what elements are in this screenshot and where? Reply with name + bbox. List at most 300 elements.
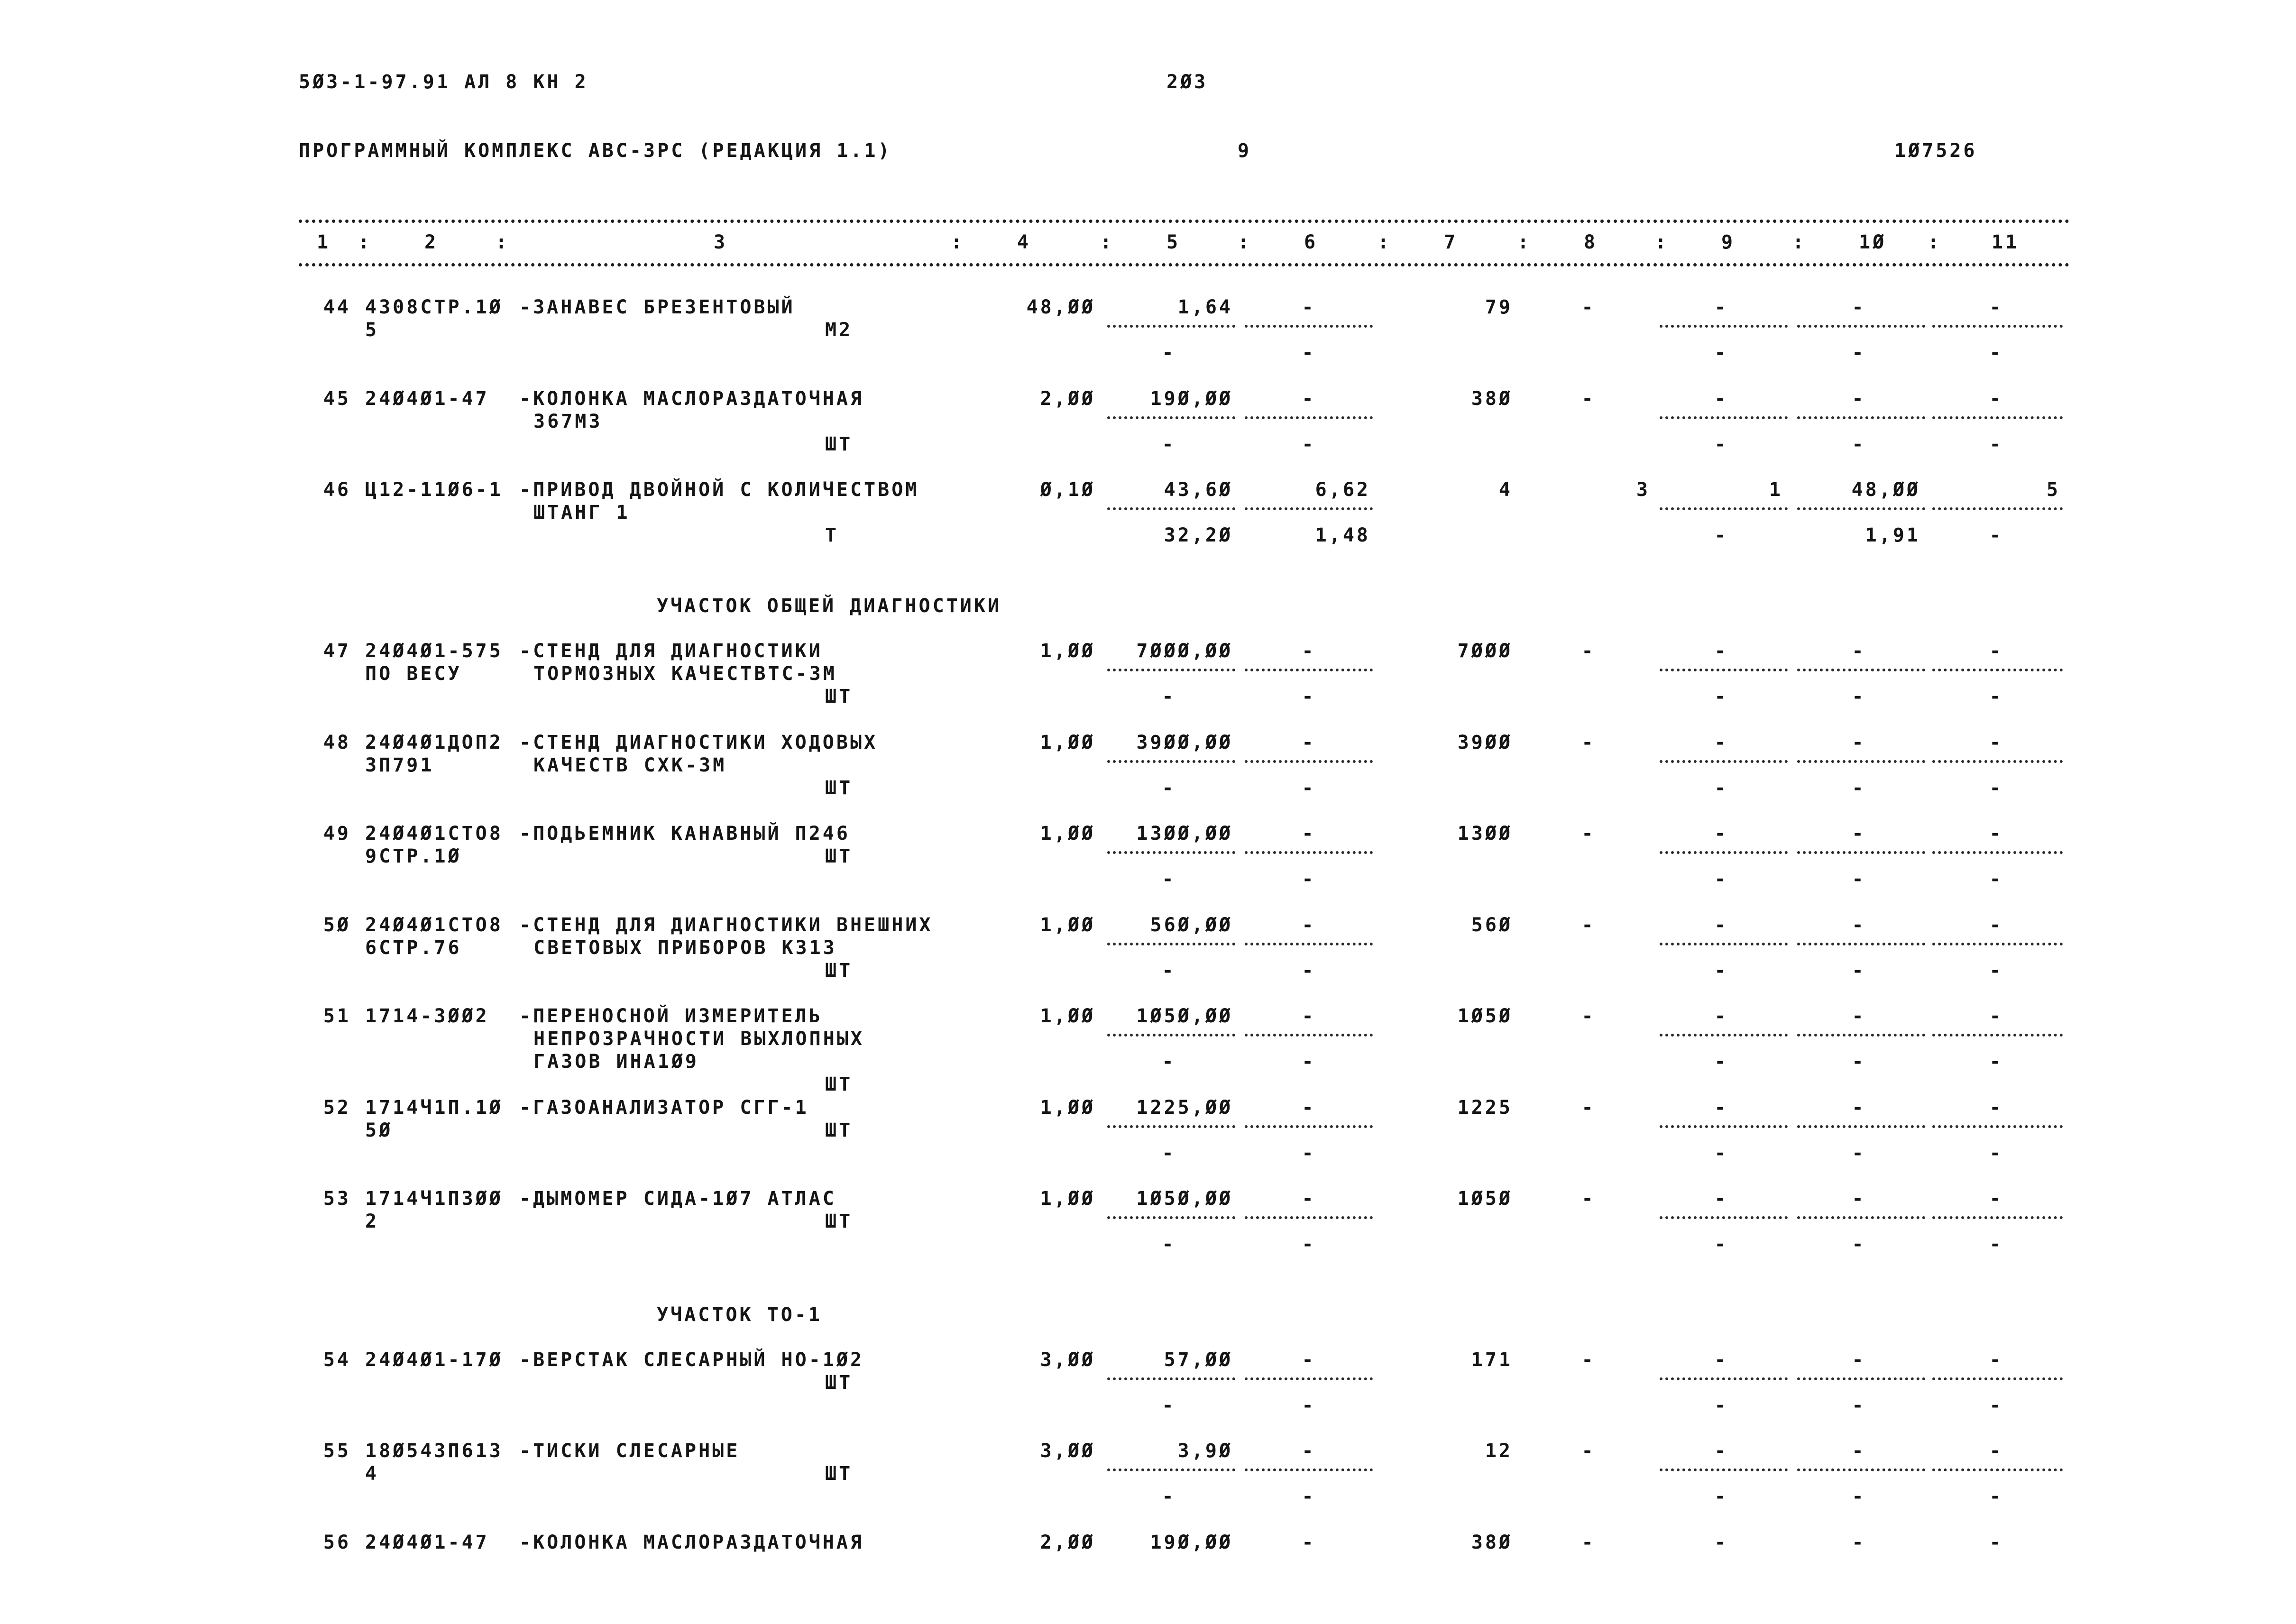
col11-value: - (1989, 1005, 2003, 1027)
col6-value: - (1302, 1440, 1316, 1462)
subtotal-rule (1245, 851, 1373, 854)
section-title-diagnostics: УЧАСТОК ОБЩЕЙ ДИАГНОСТИКИ (657, 595, 1002, 617)
subtotal-rule (1932, 1216, 2063, 1219)
col11-subvalue: - (1989, 342, 2003, 364)
col11-subvalue: - (1989, 524, 2003, 546)
col-11: 11 (1992, 231, 2020, 253)
subtotal-rule (1797, 851, 1925, 854)
subtotal-rule (1932, 760, 2063, 763)
col5-subvalue: - (1162, 433, 1176, 455)
item-code: 24Ø4Ø1-575 (365, 640, 503, 662)
col9-value: - (1714, 1188, 1728, 1210)
item-unit: Т (825, 524, 839, 546)
col-sep: : (1655, 231, 1669, 253)
col8-value: 3 (1636, 479, 1650, 501)
row-number: 56 (323, 1532, 351, 1553)
item-code-line2: 5Ø (365, 1119, 393, 1141)
col8-value: - (1581, 914, 1596, 936)
total-value: 13ØØ (1457, 823, 1513, 844)
subtotal-rule (1107, 416, 1235, 419)
col11-value: - (1989, 640, 2003, 662)
row-number: 44 (323, 296, 351, 318)
col10-subvalue: - (1852, 1051, 1866, 1073)
item-code: 24Ø4Ø1ДОП2 (365, 732, 503, 753)
col-7: 7 (1444, 231, 1458, 253)
total-value: 1Ø5Ø (1457, 1188, 1513, 1210)
subtotal-rule (1245, 507, 1373, 510)
col6-value: 6,62 (1315, 479, 1370, 501)
quantity: 1,ØØ (1040, 1005, 1095, 1027)
subtotal-rule (1932, 1034, 2063, 1037)
col9-value: - (1714, 640, 1728, 662)
item-code: Ц12-11Ø6-1 (365, 479, 503, 501)
item-name-line2: НЕПРОЗРАЧНОСТИ ВЫХЛОПНЫХ (533, 1028, 864, 1050)
doc-id: 1Ø7526 (1894, 140, 1977, 162)
col6-value: - (1302, 1097, 1316, 1119)
col11-value: - (1989, 388, 2003, 410)
subtotal-rule (1107, 1377, 1235, 1380)
col10-value: - (1852, 1097, 1866, 1119)
subtotal-rule (1660, 507, 1788, 510)
quantity: 2,ØØ (1040, 388, 1095, 410)
col11-subvalue: - (1989, 1486, 2003, 1507)
quantity: 1,ØØ (1040, 823, 1095, 844)
col6-subvalue: - (1302, 1051, 1316, 1073)
subtotal-rule (1107, 1125, 1235, 1128)
subtotal-rule (1932, 325, 2063, 328)
col10-subvalue: - (1852, 433, 1866, 455)
col9-subvalue: - (1714, 686, 1728, 707)
subtotal-rule (1660, 1377, 1788, 1380)
col9-value: - (1714, 732, 1728, 753)
item-name: -ПОДЬЕМНИК КАНАВНЫЙ П246 (519, 823, 850, 844)
total-value: 12 (1485, 1440, 1513, 1462)
col6-value: - (1302, 1532, 1316, 1553)
col-sep: : (1928, 231, 1942, 253)
col-8: 8 (1584, 231, 1598, 253)
col10-value: - (1852, 388, 1866, 410)
item-code: 4308СТР.1Ø (365, 296, 503, 318)
col11-subvalue: - (1989, 777, 2003, 799)
item-code: 1714-3ØØ2 (365, 1005, 489, 1027)
total-value: 171 (1471, 1349, 1513, 1371)
item-unit: ШТ (825, 1119, 853, 1141)
item-code: 24Ø4Ø1-17Ø (365, 1349, 503, 1371)
subtotal-rule (1660, 1468, 1788, 1471)
col10-subvalue: 1,91 (1865, 524, 1920, 546)
col11-subvalue: - (1989, 433, 2003, 455)
col11-value: - (1989, 1440, 2003, 1462)
subtotal-rule (1660, 851, 1788, 854)
col8-value: - (1581, 732, 1596, 753)
item-code: 24Ø4Ø1СТО8 (365, 823, 503, 844)
col10-subvalue: - (1852, 1486, 1866, 1507)
total-value: 39ØØ (1457, 732, 1513, 753)
program-title: ПРОГРАММНЫЙ КОМПЛЕКС АВС-ЗРС (РЕДАКЦИЯ 1.1) (299, 140, 892, 162)
subtotal-rule (1660, 416, 1788, 419)
col11-subvalue: - (1989, 1395, 2003, 1416)
item-name: -КОЛОНКА МАСЛОРАЗДАТОЧНАЯ (519, 388, 864, 410)
col6-subvalue: - (1302, 1233, 1316, 1255)
subtotal-rule (1932, 669, 2063, 671)
item-unit: ШТ (825, 686, 853, 707)
subtotal-rule (1932, 1468, 2063, 1471)
item-code-line2: 6СТР.76 (365, 937, 462, 959)
col10-subvalue: - (1852, 686, 1866, 707)
subtotal-rule (1797, 1125, 1925, 1128)
col9-value: - (1714, 914, 1728, 936)
total-value: 7ØØØ (1457, 640, 1513, 662)
col9-subvalue: - (1714, 1051, 1728, 1073)
col9-subvalue: - (1714, 777, 1728, 799)
doc-code: 5Ø3-1-97.91 АЛ 8 КН 2 (299, 71, 588, 93)
col9-subvalue: - (1714, 433, 1728, 455)
col-sep: : (1100, 231, 1114, 253)
total-value: 38Ø (1471, 1532, 1513, 1553)
col-4: 4 (1017, 231, 1031, 253)
quantity: 3,ØØ (1040, 1440, 1095, 1462)
subtotal-rule (1107, 669, 1235, 671)
subtotal-rule (1660, 760, 1788, 763)
col9-value: - (1714, 1532, 1728, 1553)
col11-value: - (1989, 823, 2003, 844)
col6-subvalue: - (1302, 342, 1316, 364)
subtotal-rule (1932, 851, 2063, 854)
item-code: 24Ø4Ø1СТО8 (365, 914, 503, 936)
unit-price: 3,9Ø (1177, 1440, 1233, 1462)
col8-value: - (1581, 388, 1596, 410)
col9-subvalue: - (1714, 868, 1728, 890)
col6-value: - (1302, 823, 1316, 844)
unit-price: 43,6Ø (1164, 479, 1233, 501)
col10-value: - (1852, 1532, 1866, 1553)
col9-subvalue: - (1714, 1486, 1728, 1507)
col5-subvalue: - (1162, 1142, 1176, 1164)
subtotal-rule (1797, 416, 1925, 419)
subtotal-rule (1797, 1216, 1925, 1219)
col5-subvalue: - (1162, 342, 1176, 364)
item-name: -ПРИВОД ДВОЙНОЙ С КОЛИЧЕСТВОМ (519, 479, 919, 501)
col10-value: - (1852, 823, 1866, 844)
subtotal-rule (1245, 943, 1373, 945)
subtotal-rule (1107, 325, 1235, 328)
row-number: 46 (323, 479, 351, 501)
quantity: 1,ØØ (1040, 1097, 1095, 1119)
quantity: 1,ØØ (1040, 732, 1095, 753)
row-number: 55 (323, 1440, 351, 1462)
subtotal-rule (1245, 1468, 1373, 1471)
unit-price: 1Ø5Ø,ØØ (1136, 1188, 1233, 1210)
quantity: 1,ØØ (1040, 640, 1095, 662)
col-sep: : (496, 231, 510, 253)
header-rule-bottom (299, 263, 2070, 266)
col11-value: - (1989, 296, 2003, 318)
subtotal-rule (1107, 1034, 1235, 1037)
item-unit: ШТ (825, 1463, 853, 1485)
item-code-line2: 4 (365, 1463, 379, 1485)
quantity: 3,ØØ (1040, 1349, 1095, 1371)
col10-subvalue: - (1852, 777, 1866, 799)
item-name-line2: ТОРМОЗНЫХ КАЧЕСТВТС-3М (533, 663, 837, 685)
col10-subvalue: - (1852, 1142, 1866, 1164)
col5-subvalue: - (1162, 1486, 1176, 1507)
sheet-number: 9 (1238, 140, 1252, 162)
total-value: 38Ø (1471, 388, 1513, 410)
item-code: 24Ø4Ø1-47 (365, 388, 489, 410)
col9-subvalue: - (1714, 1233, 1728, 1255)
item-name-line2: ШТАНГ 1 (533, 502, 630, 523)
item-name: -ДЫМОМЕР СИДА-1Ø7 АТЛАС (519, 1188, 836, 1210)
col-sep: : (1378, 231, 1392, 253)
col8-value: - (1581, 640, 1596, 662)
col-9: 9 (1721, 231, 1736, 253)
col5-subvalue: - (1162, 777, 1176, 799)
col5-subvalue: - (1162, 686, 1176, 707)
item-unit: ШТ (825, 1073, 853, 1095)
total-value: 1225 (1457, 1097, 1513, 1119)
page-number: 2Ø3 (1166, 71, 1208, 93)
col11-value: - (1989, 914, 2003, 936)
col8-value: - (1581, 1349, 1596, 1371)
item-code-line2: 5 (365, 319, 379, 341)
row-number: 48 (323, 732, 351, 753)
item-name: -ПЕРЕНОСНОЙ ИЗМЕРИТЕЛЬ (519, 1005, 823, 1027)
col11-subvalue: - (1989, 960, 2003, 982)
quantity: 2,ØØ (1040, 1532, 1095, 1553)
subtotal-rule (1660, 943, 1788, 945)
col6-subvalue: - (1302, 686, 1316, 707)
col5-subvalue: - (1162, 960, 1176, 982)
col-sep: : (1792, 231, 1807, 253)
subtotal-rule (1107, 943, 1235, 945)
col-sep: : (1517, 231, 1532, 253)
col6-value: - (1302, 296, 1316, 318)
item-code: 1714Ч1П.1Ø (365, 1097, 503, 1119)
col6-subvalue: - (1302, 433, 1316, 455)
row-number: 5Ø (323, 914, 351, 936)
item-code-line2: 9СТР.1Ø (365, 845, 462, 867)
col10-value: - (1852, 296, 1866, 318)
col10-value: - (1852, 1440, 1866, 1462)
subtotal-rule (1245, 669, 1373, 671)
col11-subvalue: - (1989, 1233, 2003, 1255)
subtotal-rule (1797, 507, 1925, 510)
item-name: -ЗАНАВЕС БРЕЗЕНТОВЫЙ (519, 296, 795, 318)
unit-price: 19Ø,ØØ (1150, 1532, 1233, 1553)
subtotal-rule (1932, 1125, 2063, 1128)
subtotal-rule (1107, 507, 1235, 510)
unit-price: 19Ø,ØØ (1150, 388, 1233, 410)
item-name: -ВЕРСТАК СЛЕСАРНЫЙ НО-1Ø2 (519, 1349, 864, 1371)
col-5: 5 (1166, 231, 1181, 253)
col-sep: : (358, 231, 372, 253)
col6-subvalue: - (1302, 1486, 1316, 1507)
unit-price: 13ØØ,ØØ (1136, 823, 1233, 844)
subtotal-rule (1932, 416, 2063, 419)
col5-subvalue: - (1162, 868, 1176, 890)
col6-value: - (1302, 388, 1316, 410)
unit-price: 1,64 (1177, 296, 1233, 318)
col8-value: - (1581, 1440, 1596, 1462)
col11-value: - (1989, 1097, 2003, 1119)
col6-subvalue: - (1302, 960, 1316, 982)
quantity: 48,ØØ (1026, 296, 1095, 318)
col8-value: - (1581, 823, 1596, 844)
col11-subvalue: - (1989, 868, 2003, 890)
subtotal-rule (1797, 943, 1925, 945)
row-number: 54 (323, 1349, 351, 1371)
total-value: 56Ø (1471, 914, 1513, 936)
subtotal-rule (1245, 1377, 1373, 1380)
col-10: 1Ø (1859, 231, 1887, 253)
item-unit: ШТ (825, 1372, 853, 1394)
subtotal-rule (1932, 507, 2063, 510)
unit-price: 39ØØ,ØØ (1136, 732, 1233, 753)
subtotal-rule (1660, 1125, 1788, 1128)
col8-value: - (1581, 1188, 1596, 1210)
item-name: -КОЛОНКА МАСЛОРАЗДАТОЧНАЯ (519, 1532, 864, 1553)
subtotal-rule (1660, 1034, 1788, 1037)
item-name-line3: ГАЗОВ ИНА1Ø9 (533, 1051, 699, 1073)
col-1: 1 (317, 231, 331, 253)
col10-value: - (1852, 914, 1866, 936)
subtotal-rule (1932, 943, 2063, 945)
col5-subvalue: 32,2Ø (1164, 524, 1233, 546)
col9-value: - (1714, 296, 1728, 318)
col6-value: - (1302, 640, 1316, 662)
row-number: 45 (323, 388, 351, 410)
item-unit: ШТ (825, 1211, 853, 1232)
subtotal-rule (1660, 1216, 1788, 1219)
item-name-line2: СВЕТОВЫХ ПРИБОРОВ К313 (533, 937, 837, 959)
item-code: 18Ø543П613 (365, 1440, 503, 1462)
col8-value: - (1581, 1532, 1596, 1553)
col-3: 3 (714, 231, 728, 253)
col11-value: - (1989, 1349, 2003, 1371)
item-unit: ШТ (825, 777, 853, 799)
col10-value: - (1852, 1349, 1866, 1371)
col9-value: - (1714, 388, 1728, 410)
col10-value: 48,ØØ (1851, 479, 1920, 501)
col9-value: - (1714, 1349, 1728, 1371)
unit-price: 1Ø5Ø,ØØ (1136, 1005, 1233, 1027)
col9-subvalue: - (1714, 524, 1728, 546)
item-name-line2: 367М3 (533, 411, 603, 432)
col10-value: - (1852, 640, 1866, 662)
col6-subvalue: - (1302, 777, 1316, 799)
col10-value: - (1852, 1188, 1866, 1210)
col8-value: - (1581, 1097, 1596, 1119)
col10-subvalue: - (1852, 342, 1866, 364)
unit-price: 7ØØØ,ØØ (1136, 640, 1233, 662)
item-unit: М2 (825, 319, 853, 341)
subtotal-rule (1797, 1034, 1925, 1037)
item-unit: ШТ (825, 845, 853, 867)
col-6: 6 (1304, 231, 1318, 253)
col10-subvalue: - (1852, 1233, 1866, 1255)
col-sep: : (1238, 231, 1252, 253)
quantity: 1,ØØ (1040, 1188, 1095, 1210)
item-code-line2: 2 (365, 1211, 379, 1232)
col11-subvalue: - (1989, 1142, 2003, 1164)
col9-value: - (1714, 1440, 1728, 1462)
col6-subvalue: - (1302, 1395, 1316, 1416)
row-number: 47 (323, 640, 351, 662)
col8-value: - (1581, 1005, 1596, 1027)
subtotal-rule (1245, 1216, 1373, 1219)
item-unit: ШТ (825, 960, 853, 982)
subtotal-rule (1107, 1468, 1235, 1471)
col11-value: - (1989, 1532, 2003, 1553)
unit-price: 57,ØØ (1164, 1349, 1233, 1371)
item-unit: ШТ (825, 433, 853, 455)
item-name: -СТЕНД ДИАГНОСТИКИ ХОДОВЫХ (519, 732, 878, 753)
col9-value: - (1714, 1097, 1728, 1119)
subtotal-rule (1107, 1216, 1235, 1219)
total-value: 4 (1498, 479, 1513, 501)
subtotal-rule (1245, 1125, 1373, 1128)
section-title-to1: УЧАСТОК ТО-1 (657, 1304, 822, 1326)
col6-subvalue: - (1302, 1142, 1316, 1164)
subtotal-rule (1797, 669, 1925, 671)
subtotal-rule (1797, 1468, 1925, 1471)
col10-subvalue: - (1852, 868, 1866, 890)
col6-value: - (1302, 1349, 1316, 1371)
col6-subvalue: 1,48 (1315, 524, 1370, 546)
col6-value: - (1302, 1005, 1316, 1027)
col9-subvalue: - (1714, 960, 1728, 982)
col10-subvalue: - (1852, 1395, 1866, 1416)
item-name: -СТЕНД ДЛЯ ДИАГНОСТИКИ ВНЕШНИХ (519, 914, 933, 936)
col10-value: - (1852, 732, 1866, 753)
item-code: 1714Ч1П3ØØ (365, 1188, 503, 1210)
total-value: 79 (1485, 296, 1513, 318)
subtotal-rule (1797, 1377, 1925, 1380)
col5-subvalue: - (1162, 1233, 1176, 1255)
subtotal-rule (1797, 760, 1925, 763)
item-name: -ГАЗОАНАЛИЗАТОР СГГ-1 (519, 1097, 809, 1119)
col9-value: - (1714, 823, 1728, 844)
unit-price: 56Ø,ØØ (1150, 914, 1233, 936)
col11-subvalue: - (1989, 686, 2003, 707)
total-value: 1Ø5Ø (1457, 1005, 1513, 1027)
col5-subvalue: - (1162, 1395, 1176, 1416)
col6-value: - (1302, 732, 1316, 753)
row-number: 49 (323, 823, 351, 844)
col11-value: - (1989, 732, 2003, 753)
subtotal-rule (1245, 325, 1373, 328)
item-code-line2: ПО ВЕСУ (365, 663, 462, 685)
col9-value: 1 (1769, 479, 1783, 501)
quantity: 1,ØØ (1040, 914, 1095, 936)
subtotal-rule (1107, 851, 1235, 854)
subtotal-rule (1245, 760, 1373, 763)
col11-value: - (1989, 1188, 2003, 1210)
unit-price: 1225,ØØ (1136, 1097, 1233, 1119)
col10-subvalue: - (1852, 960, 1866, 982)
row-number: 52 (323, 1097, 351, 1119)
col9-value: - (1714, 1005, 1728, 1027)
subtotal-rule (1797, 325, 1925, 328)
col6-value: - (1302, 1188, 1316, 1210)
subtotal-rule (1245, 1034, 1373, 1037)
col-sep: : (951, 231, 965, 253)
col9-subvalue: - (1714, 1142, 1728, 1164)
col10-value: - (1852, 1005, 1866, 1027)
row-number: 53 (323, 1188, 351, 1210)
col11-value: 5 (2046, 479, 2060, 501)
subtotal-rule (1660, 325, 1788, 328)
